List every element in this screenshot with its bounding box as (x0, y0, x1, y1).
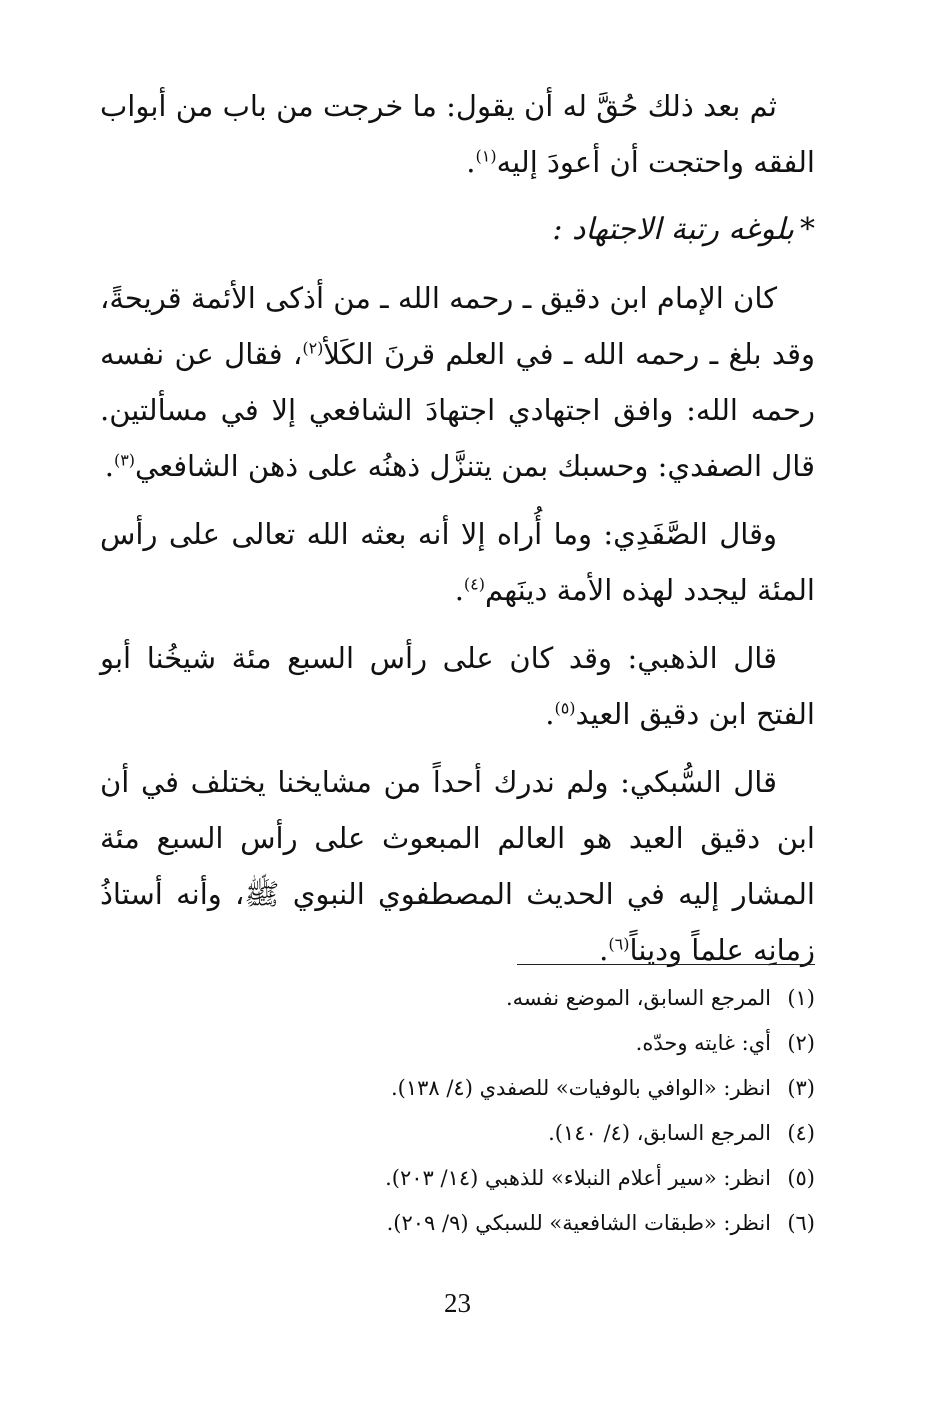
footnote-ref-4[interactable]: (٤) (463, 574, 486, 594)
footnote-number: (٦) (787, 1211, 815, 1235)
footnote-item (100, 1111, 815, 1156)
paragraph-3: وقال الصَّفَدِي: وما أُراه إلا أنه بعثه الله تعالى على رأس المئة ليجدد لهذه الأمة دينَهم$^{(٤)}$. (100, 517, 815, 607)
footnote-ref-6[interactable]: (٦) (608, 934, 630, 954)
footnote-item (100, 1021, 815, 1066)
paragraph-1: ثم بعد ذلك حُقَّ له أن يقول: ما خرجت من باب من أبواب الفقه واحتجت أن أعودَ إليه$^{(١)}$. (100, 89, 815, 179)
footnote-number: (٣) (787, 1076, 815, 1100)
footnote-number: (٢) (787, 1031, 815, 1055)
footnote-ref-2[interactable]: (٢) (302, 338, 324, 358)
footnote-item (100, 1156, 815, 1201)
footnote-text: أي: غايته وحدّه. (635, 1031, 771, 1055)
footnote-number: (١) (787, 986, 815, 1010)
footnote-text: انظر: «الوافي بالوفيات» للصفدي (٤/ ١٣٨). (390, 1076, 771, 1100)
footnote-item (100, 976, 815, 1021)
footnote-text: المرجع السابق، الموضع نفسه. (505, 986, 771, 1010)
footnote-ref-1[interactable]: (١) (475, 146, 497, 166)
paragraph-4: قال الذهبي: وقد كان على رأس السبع مئة شيخُنا أبو الفتح ابن دقيق العيد$^{(٥)}$. (100, 641, 815, 731)
paragraph-2: كان الإمام ابن دقيق ـ رحمه الله ـ من أذكى الأئمة قريحةً، وقد بلغ ـ رحمه الله ـ في العلم قرنَ الكَلأ$^{(٢)}$، فقال عن نفسه رحمه الله: وافق اجتهادي اجتهادَ الشافعي إلا في مسألتين. قال الصفدي: وحسبك بمن يتنزَّل ذهنُه على ذهن الشافعي$^{(٣)}$. (100, 281, 815, 483)
asterisk-icon: * (800, 212, 815, 247)
page-number: 23 (444, 1288, 471, 1318)
book-page (100, 78, 815, 1378)
footnote-item (100, 1201, 815, 1246)
footnote-item (100, 1066, 815, 1111)
paragraph-5: قال السُّبكي: ولم ندرك أحداً من مشايخنا يختلف في أن ابن دقيق العيد هو العالم المبعوث على رأس السبع مئة المشار إليه في الحديث المصطفوي النبوي ﷺ، وأنه أستاذُ زمانِه علماً وديناً$^{(٦)}$. (100, 765, 815, 967)
footnote-divider (517, 964, 815, 965)
main-text (100, 78, 815, 978)
footnote-text: انظر: «طبقات الشافعية» للسبكي (٩/ ٢٠٩). (386, 1211, 771, 1235)
footnote-text: انظر: «سير أعلام النبلاء» للذهبي (١٤/ ٢٠٣). (385, 1166, 771, 1190)
footnotes (100, 976, 815, 1246)
footnote-number: (٥) (787, 1166, 815, 1190)
footnote-ref-3[interactable]: (٣) (113, 450, 136, 470)
footnote-ref-5[interactable]: (٥) (554, 698, 576, 718)
footnote-number: (٤) (787, 1121, 815, 1145)
section-heading: *بلوغه رتبة الاجتهاد : (552, 212, 815, 247)
footnote-text: المرجع السابق، (٤/ ١٤٠). (548, 1121, 771, 1145)
